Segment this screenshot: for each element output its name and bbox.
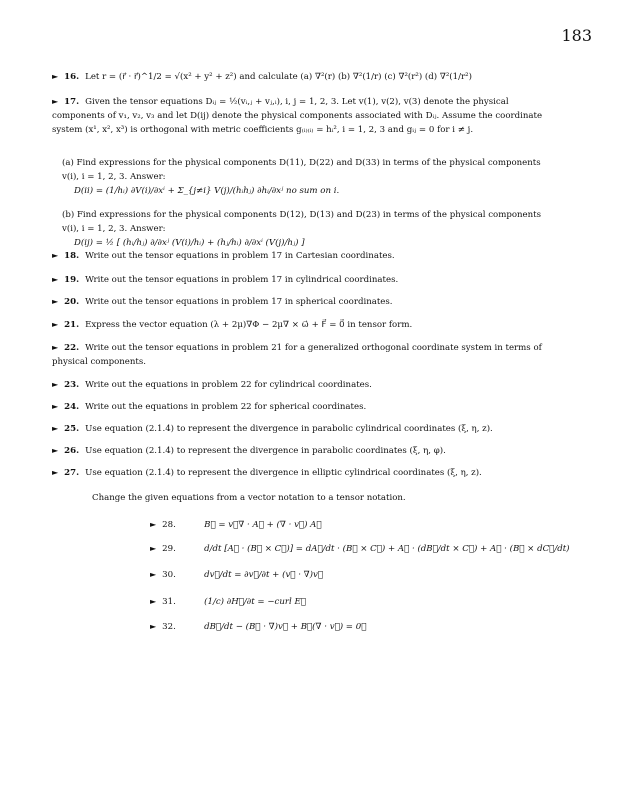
equation-text: d/dt [A⃗ · (B⃗ × C⃗)] = dA⃗/dt · (B⃗ × C⃗) + A⃗ · (dB⃗/dt × C⃗) + A⃗ · (B⃗ × dC⃗/dt)	[204, 544, 570, 554]
problem-number: 16.	[64, 72, 80, 82]
answer-formula: D(ij) = ½ [ (hᵢ/hⱼ) ∂/∂xʲ (V(i)/hᵢ) + (hⱼ/hᵢ) ∂/∂xⁱ (V(j)/hⱼ) ]	[74, 238, 305, 248]
arrow-icon: ►	[52, 320, 59, 329]
problem-text: Let r = (r⃗ · r⃗)^1/2 = √(x² + y² + z²) and calculate (a) ∇²(r) (b) ∇²(1/r) (c) ∇²(r²) (d) ∇²(1/r²)	[85, 72, 472, 82]
subpart-text: (a) Find expressions for the physical components D(11), D(22) and D(33) in terms of the physical components v(i), i = 1, 2, 3. Answer:	[62, 158, 541, 182]
problem-22	[52, 341, 548, 369]
problem-text: Given the tensor equations Dᵢⱼ = ½(vᵢ,ⱼ + vⱼ,ᵢ), i, j = 1, 2, 3. Let v(1), v(2), v(3) denote the physical components of v₁, v₂, v₃ and let D(ij) denote the physical components associated with Dᵢⱼ. Assume the coordinate system (x¹, x², x³) is orthogonal with metric coefficients g₍ᵢ₎₍ᵢ₎ = hᵢ², i = 1, 2, 3 and gᵢⱼ = 0 for i ≠ j.	[52, 97, 543, 135]
problem-text: Write out the tensor equations in problem 17 in cylindrical coordinates.	[85, 275, 399, 285]
equation-number: 29.	[162, 544, 176, 554]
arrow-icon: ►	[52, 275, 59, 284]
equation-text: dv⃗/dt = ∂v⃗/∂t + (v⃗ · ∇)v⃗	[204, 570, 324, 580]
problem-text: Use equation (2.1.4) to represent the divergence in parabolic coordinates (ξ, η, φ).	[85, 446, 446, 456]
arrow-icon: ►	[150, 622, 157, 631]
equation-text: B⃗ = v⃗∇ · A⃗ + (∇ · v⃗) A⃗	[204, 520, 322, 530]
problem-18	[52, 249, 548, 263]
problem-17a	[62, 156, 548, 198]
problem-25	[52, 422, 548, 436]
problem-19	[52, 273, 548, 287]
problem-16	[52, 70, 548, 84]
section-intro: Change the given equations from a vector notation to a tensor notation.	[92, 493, 406, 503]
subpart-text: (b) Find expressions for the physical components D(12), D(13) and D(23) in terms of the physical components v(i), i = 1, 2, 3. Answer:	[62, 210, 542, 234]
problem-text: Write out the tensor equations in problem 17 in Cartesian coordinates.	[85, 251, 395, 261]
arrow-icon: ►	[52, 297, 59, 306]
page-number: 183	[561, 26, 592, 45]
arrow-icon: ►	[52, 424, 59, 433]
problem-text: Express the vector equation (λ + 2μ)∇Φ − 2μ∇ × ω⃗ + F⃗ = 0⃗ in tensor form.	[85, 320, 413, 330]
problem-number: 25.	[64, 424, 80, 434]
equation-number: 31.	[162, 597, 176, 607]
problem-text: Use equation (2.1.4) to represent the divergence in elliptic cylindrical coordinates (ξ, η, z).	[85, 468, 482, 478]
equation-number: 32.	[162, 622, 176, 632]
problem-20	[52, 295, 548, 309]
problem-text: Write out the equations in problem 22 for spherical coordinates.	[85, 402, 367, 412]
problem-27	[52, 466, 548, 480]
arrow-icon: ►	[52, 97, 59, 106]
problem-number: 21.	[64, 320, 80, 330]
problem-text: Write out the equations in problem 22 for cylindrical coordinates.	[85, 380, 372, 390]
equation-28	[150, 520, 322, 530]
arrow-icon: ►	[52, 468, 59, 477]
problem-number: 22.	[64, 343, 80, 353]
problem-number: 24.	[64, 402, 80, 412]
arrow-icon: ►	[52, 380, 59, 389]
equation-31	[150, 597, 306, 607]
problem-26	[52, 444, 548, 458]
equation-32	[150, 622, 366, 632]
problem-text: Use equation (2.1.4) to represent the divergence in parabolic cylindrical coordinates (ξ, η, z).	[85, 424, 493, 434]
arrow-icon: ►	[52, 446, 59, 455]
problem-number: 27.	[64, 468, 80, 478]
problem-text: Write out the tensor equations in problem 17 in spherical coordinates.	[85, 297, 393, 307]
equation-30	[150, 570, 323, 580]
problem-number: 18.	[64, 251, 80, 261]
problem-24	[52, 400, 548, 414]
problem-17b	[62, 208, 548, 250]
problem-number: 19.	[64, 275, 80, 285]
arrow-icon: ►	[52, 72, 59, 81]
arrow-icon: ►	[52, 402, 59, 411]
problem-23	[52, 378, 548, 392]
equation-29	[150, 544, 570, 554]
arrow-icon: ►	[150, 544, 157, 553]
arrow-icon: ►	[150, 570, 157, 579]
problem-number: 17.	[64, 97, 80, 107]
problem-number: 26.	[64, 446, 80, 456]
equation-text: (1/c) ∂H⃗/∂t = −curl E⃗	[204, 597, 306, 607]
equation-number: 30.	[162, 570, 176, 580]
arrow-icon: ►	[52, 343, 59, 352]
problem-17	[52, 95, 548, 137]
problem-number: 23.	[64, 380, 80, 390]
arrow-icon: ►	[150, 520, 157, 529]
problem-21	[52, 318, 548, 332]
equation-number: 28.	[162, 520, 176, 530]
problem-text: Write out the tensor equations in problem 21 for a generalized orthogonal coordinate system in terms of physical components.	[52, 343, 542, 367]
arrow-icon: ►	[150, 597, 157, 606]
equation-text: dB⃗/dt − (B⃗ · ∇)v⃗ + B⃗(∇ · v⃗) = 0⃗	[204, 622, 367, 632]
arrow-icon: ►	[52, 251, 59, 260]
answer-formula: D(ii) = (1/hᵢ) ∂V(i)/∂xⁱ + Σ_{j≠i} V(j)/(hᵢhⱼ) ∂hᵢ/∂xʲ no sum on i.	[74, 186, 340, 196]
problem-number: 20.	[64, 297, 80, 307]
